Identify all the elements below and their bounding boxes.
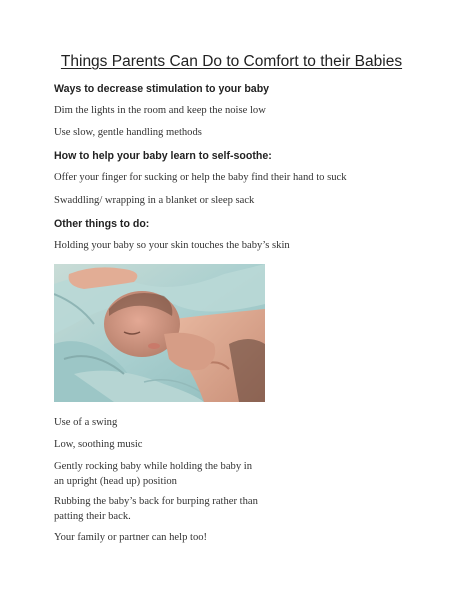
section-heading-self-soothe: How to help your baby learn to self-soothe: bbox=[54, 150, 272, 162]
page-title: Things Parents Can Do to Comfort to their Babies bbox=[60, 53, 403, 70]
tip-finger-sucking: Offer your finger for sucking or help the baby find their hand to suck bbox=[54, 172, 347, 183]
tip-gentle-rocking: Gently rocking baby while holding the baby in an upright (head up) position bbox=[54, 461, 253, 487]
section-heading-other-things: Other things to do: bbox=[54, 218, 150, 230]
baby-skin-to-skin-photo bbox=[54, 264, 265, 402]
tip-swing: Use of a swing bbox=[54, 417, 118, 428]
tip-gentle-handling: Use slow, gentle handling methods bbox=[54, 127, 202, 138]
tip-dim-lights: Dim the lights in the room and keep the noise low bbox=[54, 105, 266, 116]
tip-back-rubbing: Rubbing the baby’s back for burping rather than patting their back. bbox=[54, 496, 258, 522]
tip-swaddling: Swaddling/ wrapping in a blanket or sleep sack bbox=[54, 195, 255, 206]
tip-skin-to-skin: Holding your baby so your skin touches the baby’s skin bbox=[54, 240, 290, 251]
tip-family-help: Your family or partner can help too! bbox=[54, 532, 208, 543]
section-heading-decrease-stimulation: Ways to decrease stimulation to your baby bbox=[54, 83, 270, 95]
tip-soothing-music: Low, soothing music bbox=[54, 439, 143, 450]
